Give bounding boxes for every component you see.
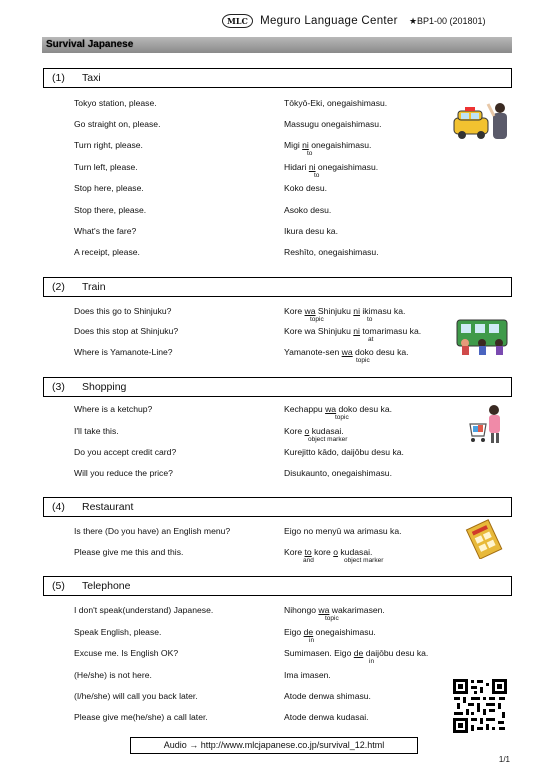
phrase-en: Does this stop at Shinjuku? — [74, 326, 179, 336]
phrase-jp: Eigo no menyū wa arimasu ka. — [284, 526, 402, 536]
menu-illustration — [462, 519, 508, 559]
phrase-jp: Atode denwa kudasai. — [284, 712, 369, 722]
phrase-en: (I/he/she) will call you back later. — [74, 691, 198, 701]
particle-note: object marker — [344, 557, 384, 564]
phrase-en: I'll take this. — [74, 426, 119, 436]
phrase-en: Go straight on, please. — [74, 119, 161, 129]
audio-link[interactable]: Audio → http://www.mlcjapanese.co.jp/survival_12.html — [130, 737, 418, 754]
phrase-jp: Tōkyō-Eki, onegaishimasu. — [284, 98, 388, 108]
phrase-jp: Kore wa Shinjuku ni tomarimasu ka. — [284, 326, 422, 336]
phrase-jp: Reshīto, onegaishimasu. — [284, 247, 379, 257]
phrase-jp: Kurejitto kādo, daijōbu desu ka. — [284, 447, 404, 457]
phrase-en: Stop here, please. — [74, 183, 144, 193]
phrase-en: (He/she) is not here. — [74, 670, 152, 680]
train-illustration — [455, 316, 509, 356]
phrase-jp: Kore wa Shinjuku ni ikimasu ka. — [284, 306, 406, 316]
page-number: 1/1 — [498, 755, 510, 764]
phrase-jp: Kore to kore o kudasai. — [284, 547, 373, 557]
phrase-jp: Nihongo wa wakarimasen. — [284, 605, 385, 615]
phrase-jp: Atode denwa shimasu. — [284, 691, 371, 701]
phrase-jp: Kechappu wa doko desu ka. — [284, 404, 392, 414]
particle-note: in — [369, 658, 375, 665]
qr-code-icon[interactable] — [452, 678, 508, 734]
phrase-jp: Migi ni onegaishimasu. — [284, 140, 372, 150]
particle-note: topic — [356, 357, 370, 364]
phrase-jp: Eigo de onegaishimasu. — [284, 627, 376, 637]
phrase-en: Will you reduce the price? — [74, 468, 173, 478]
particle-note: object marker — [308, 436, 348, 443]
particle-note: topic — [335, 414, 349, 421]
phrase-jp: Asoko desu. — [284, 205, 332, 215]
phrase-en: Turn left, please. — [74, 162, 138, 172]
phrase-jp: Hidari ni onegaishimasu. — [284, 162, 379, 172]
phrase-jp: Kore o kudasai. — [284, 426, 344, 436]
phrase-jp: Ima imasen. — [284, 670, 331, 680]
page-title: Survival Japanese — [42, 37, 512, 53]
phrase-jp: Yamanote-sen wa doko desu ka. — [284, 347, 409, 357]
phrase-jp: Massugu onegaishimasu. — [284, 119, 382, 129]
phrase-en: Tokyo station, please. — [74, 98, 157, 108]
phrase-en: Does this go to Shinjuku? — [74, 306, 172, 316]
particle-note: to — [307, 150, 313, 157]
phrase-en: Stop there, please. — [74, 205, 147, 215]
particle-note: topic — [310, 316, 324, 323]
phrase-en: Turn right, please. — [74, 140, 143, 150]
phrase-en: Do you accept credit card? — [74, 447, 177, 457]
phrase-en: Is there (Do you have) an English menu? — [74, 526, 231, 536]
taxi-illustration — [448, 98, 512, 146]
particle-note: to — [314, 172, 320, 179]
page-header — [222, 14, 522, 32]
organization-name: Meguro Language Center — [260, 15, 398, 27]
phrase-jp: Sumimasen. Eigo de daijōbu desu ka. — [284, 648, 429, 658]
phrase-en: Please give me(he/she) a call later. — [74, 712, 208, 722]
phrase-en: Excuse me. Is English OK? — [74, 648, 179, 658]
particle-note: in — [309, 637, 315, 644]
phrase-jp: Disukaunto, onegaishimasu. — [284, 468, 392, 478]
particle-note: topic — [325, 615, 339, 622]
phrase-en: Speak English, please. — [74, 627, 162, 637]
section-taxi: (1) Taxi — [43, 68, 512, 88]
shopping-illustration — [466, 404, 506, 446]
phrase-en: A receipt, please. — [74, 247, 140, 257]
phrase-en: What's the fare? — [74, 226, 137, 236]
section-shopping: (3) Shopping — [43, 377, 512, 397]
phrase-en: Where is a ketchup? — [74, 404, 153, 414]
phrase-jp: Ikura desu ka. — [284, 226, 338, 236]
document-code: ★BP1-00 (201801) — [408, 15, 486, 26]
phrase-en: Where is Yamanote-Line? — [74, 347, 173, 357]
particle-note: to — [367, 316, 373, 323]
phrase-en: Please give me this and this. — [74, 547, 184, 557]
phrase-jp: Koko desu. — [284, 183, 327, 193]
particle-note: and — [303, 557, 314, 564]
particle-note: at — [368, 336, 374, 343]
section-train: (2) Train — [43, 277, 512, 297]
mlc-logo: MLC — [222, 14, 253, 28]
phrase-en: I don't speak(understand) Japanese. — [74, 605, 214, 615]
section-telephone: (5) Telephone — [43, 576, 512, 596]
section-restaurant: (4) Restaurant — [43, 497, 512, 517]
